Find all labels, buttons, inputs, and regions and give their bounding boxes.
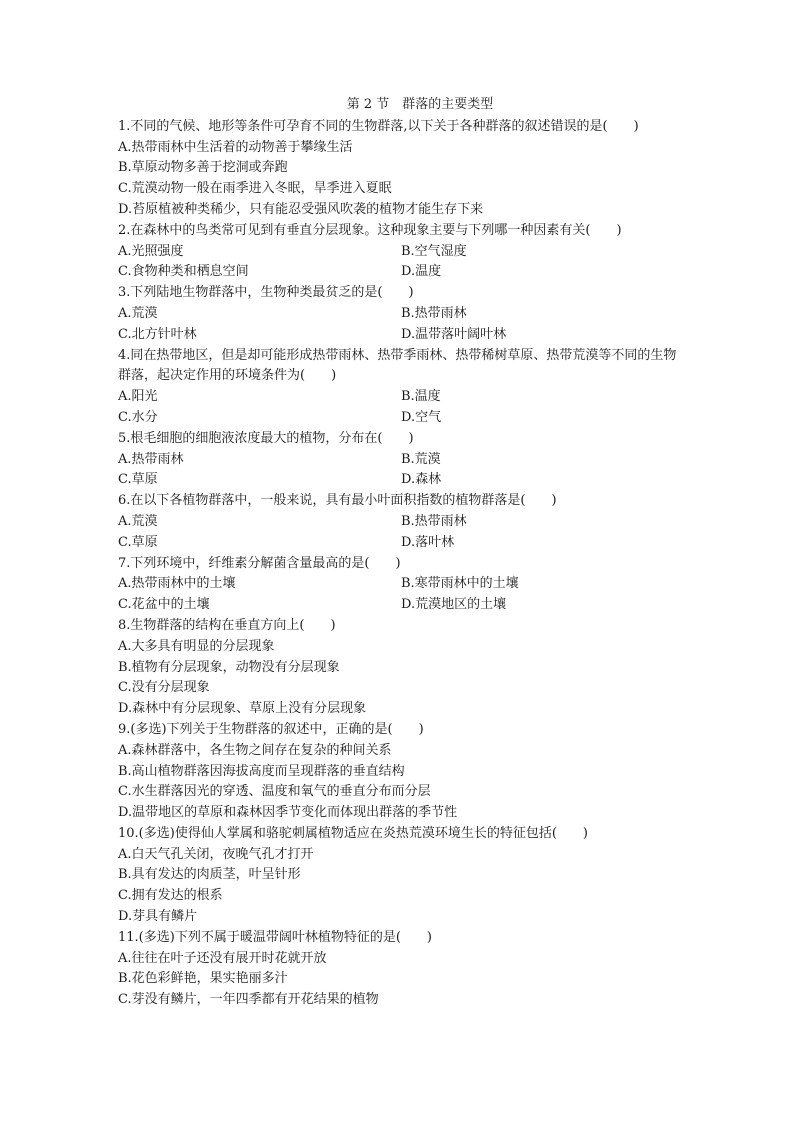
answer-option: C.花盆中的土壤 — [118, 597, 210, 613]
question-stem: 3.下列陆地生物群落中，生物种类最贫乏的是( ) — [118, 285, 414, 301]
question-stem: 1.不同的气候、地形等条件可孕育不同的生物群落,以下关于各种群落的叙述错误的是( ) — [118, 118, 639, 134]
answer-option: B.空气湿度 — [401, 243, 467, 259]
answer-option: C.水生群落因光的穿透、温度和氧气的垂直分布而分层 — [118, 784, 431, 800]
option-row — [118, 408, 682, 429]
answer-option: B.高山植物群落因海拔高度而呈现群落的垂直结构 — [118, 763, 405, 779]
question-9 — [118, 720, 682, 824]
answer-option: D.森林中有分层现象、草原上没有分层现象 — [118, 701, 367, 717]
option-row — [118, 387, 682, 408]
question-stem: 6.在以下各植物群落中，一般来说，具有最小叶面积指数的植物群落是( ) — [118, 493, 557, 509]
answer-option: C.北方针叶林 — [118, 326, 197, 342]
option-row — [118, 574, 682, 595]
answer-option: C.拥有发达的根系 — [118, 888, 223, 904]
answer-option: A.热带雨林 — [118, 451, 184, 467]
question-6 — [118, 491, 682, 553]
answer-option: D.苔原植被种类稀少，只有能忍受强风吹袭的植物才能生存下来 — [118, 201, 484, 217]
option-row — [118, 512, 682, 533]
answer-option: D.落叶林 — [401, 534, 455, 550]
answer-option: A.往往在叶子还没有展开时花就开放 — [118, 950, 327, 966]
answer-option: D.温带落叶阔叶林 — [401, 326, 507, 342]
question-7 — [118, 554, 682, 616]
answer-option: A.热带雨林中生活着的动物善于攀缘生活 — [118, 139, 353, 155]
answer-option: D.荒漠地区的土壤 — [401, 597, 507, 613]
question-11 — [118, 928, 682, 1011]
answer-option: C.荒漠动物一般在雨季进入冬眠，旱季进入夏眠 — [118, 181, 392, 197]
answer-option: D.芽具有鳞片 — [118, 909, 198, 925]
question-4 — [118, 346, 682, 429]
answer-option: D.森林 — [401, 472, 442, 488]
question-stem: 9.(多选)下列关于生物群落的叙述中，正确的是( ) — [118, 721, 424, 737]
option-row — [118, 595, 682, 616]
answer-option: A.森林群落中，各生物之间存在复杂的种间关系 — [118, 742, 392, 758]
option-row — [118, 450, 682, 471]
answer-option: A.荒漠 — [118, 305, 158, 321]
question-stem: 5.根毛细胞的细胞液浓度最大的植物，分布在( ) — [118, 430, 414, 446]
question-stem: 10.(多选)使得仙人掌属和骆驼刺属植物适应在炎热荒漠环境生长的特征包括( ) — [118, 825, 588, 841]
question-2 — [118, 221, 682, 283]
answer-option: C.草原 — [118, 472, 158, 488]
question-10 — [118, 824, 682, 928]
answer-option: B.植物有分层现象，动物没有分层现象 — [118, 659, 340, 675]
question-stem: 4.同在热带地区，但是却可能形成热带雨林、热带季雨林、热带稀树草原、热带荒漠等不同的生物群落，起决定作用的环境条件为( ) — [118, 347, 677, 384]
option-row — [118, 533, 682, 554]
section-title: 第 2 节 群落的主要类型 — [346, 97, 494, 112]
question-stem: 2.在森林中的鸟类常可见到有垂直分层现象。这种现象主要与下列哪一种因素有关( ) — [118, 222, 622, 238]
question-stem: 11.(多选)下列不属于暖温带阔叶林植物特征的是( ) — [118, 929, 432, 945]
option-row — [118, 470, 682, 491]
question-1 — [118, 117, 682, 221]
answer-option: D.温带地区的草原和森林因季节变化而体现出群落的季节性 — [118, 805, 458, 821]
answer-option: B.花色彩鲜艳，果实艳丽多汁 — [118, 971, 288, 987]
answer-option: A.荒漠 — [118, 513, 158, 529]
question-list — [118, 117, 682, 1011]
answer-option: D.空气 — [401, 409, 442, 425]
question-3 — [118, 283, 682, 345]
answer-option: C.草原 — [118, 534, 158, 550]
answer-option: B.具有发达的肉质茎，叶呈针形 — [118, 867, 301, 883]
answer-option: A.光照强度 — [118, 243, 184, 259]
answer-option: C.水分 — [118, 409, 158, 425]
answer-option: A.大多具有明显的分层现象 — [118, 638, 275, 654]
answer-option: A.热带雨林中的土壤 — [118, 576, 236, 592]
answer-option: B.荒漠 — [401, 451, 441, 467]
answer-option: A.阳光 — [118, 389, 158, 405]
answer-option: C.食物种类和栖息空间 — [118, 264, 249, 280]
question-8 — [118, 616, 682, 720]
question-5 — [118, 429, 682, 491]
option-row — [118, 242, 682, 263]
answer-option: B.热带雨林 — [401, 513, 467, 529]
answer-option: C.芽没有鳞片，一年四季都有开花结果的植物 — [118, 992, 379, 1008]
worksheet-page — [118, 95, 682, 1011]
answer-option: A.白天气孔关闭，夜晚气孔才打开 — [118, 846, 314, 862]
option-row — [118, 262, 682, 283]
answer-option: B.草原动物多善于挖洞或奔跑 — [118, 160, 288, 176]
question-stem: 8.生物群落的结构在垂直方向上( ) — [118, 617, 336, 633]
answer-option: C.没有分层现象 — [118, 680, 210, 696]
answer-option: D.温度 — [401, 264, 442, 280]
option-row — [118, 325, 682, 346]
answer-option: B.寒带雨林中的土壤 — [401, 576, 519, 592]
question-stem: 7.下列环境中，纤维素分解菌含量最高的是( ) — [118, 555, 401, 571]
answer-option: B.温度 — [401, 389, 441, 405]
answer-option: B.热带雨林 — [401, 305, 467, 321]
option-row — [118, 304, 682, 325]
